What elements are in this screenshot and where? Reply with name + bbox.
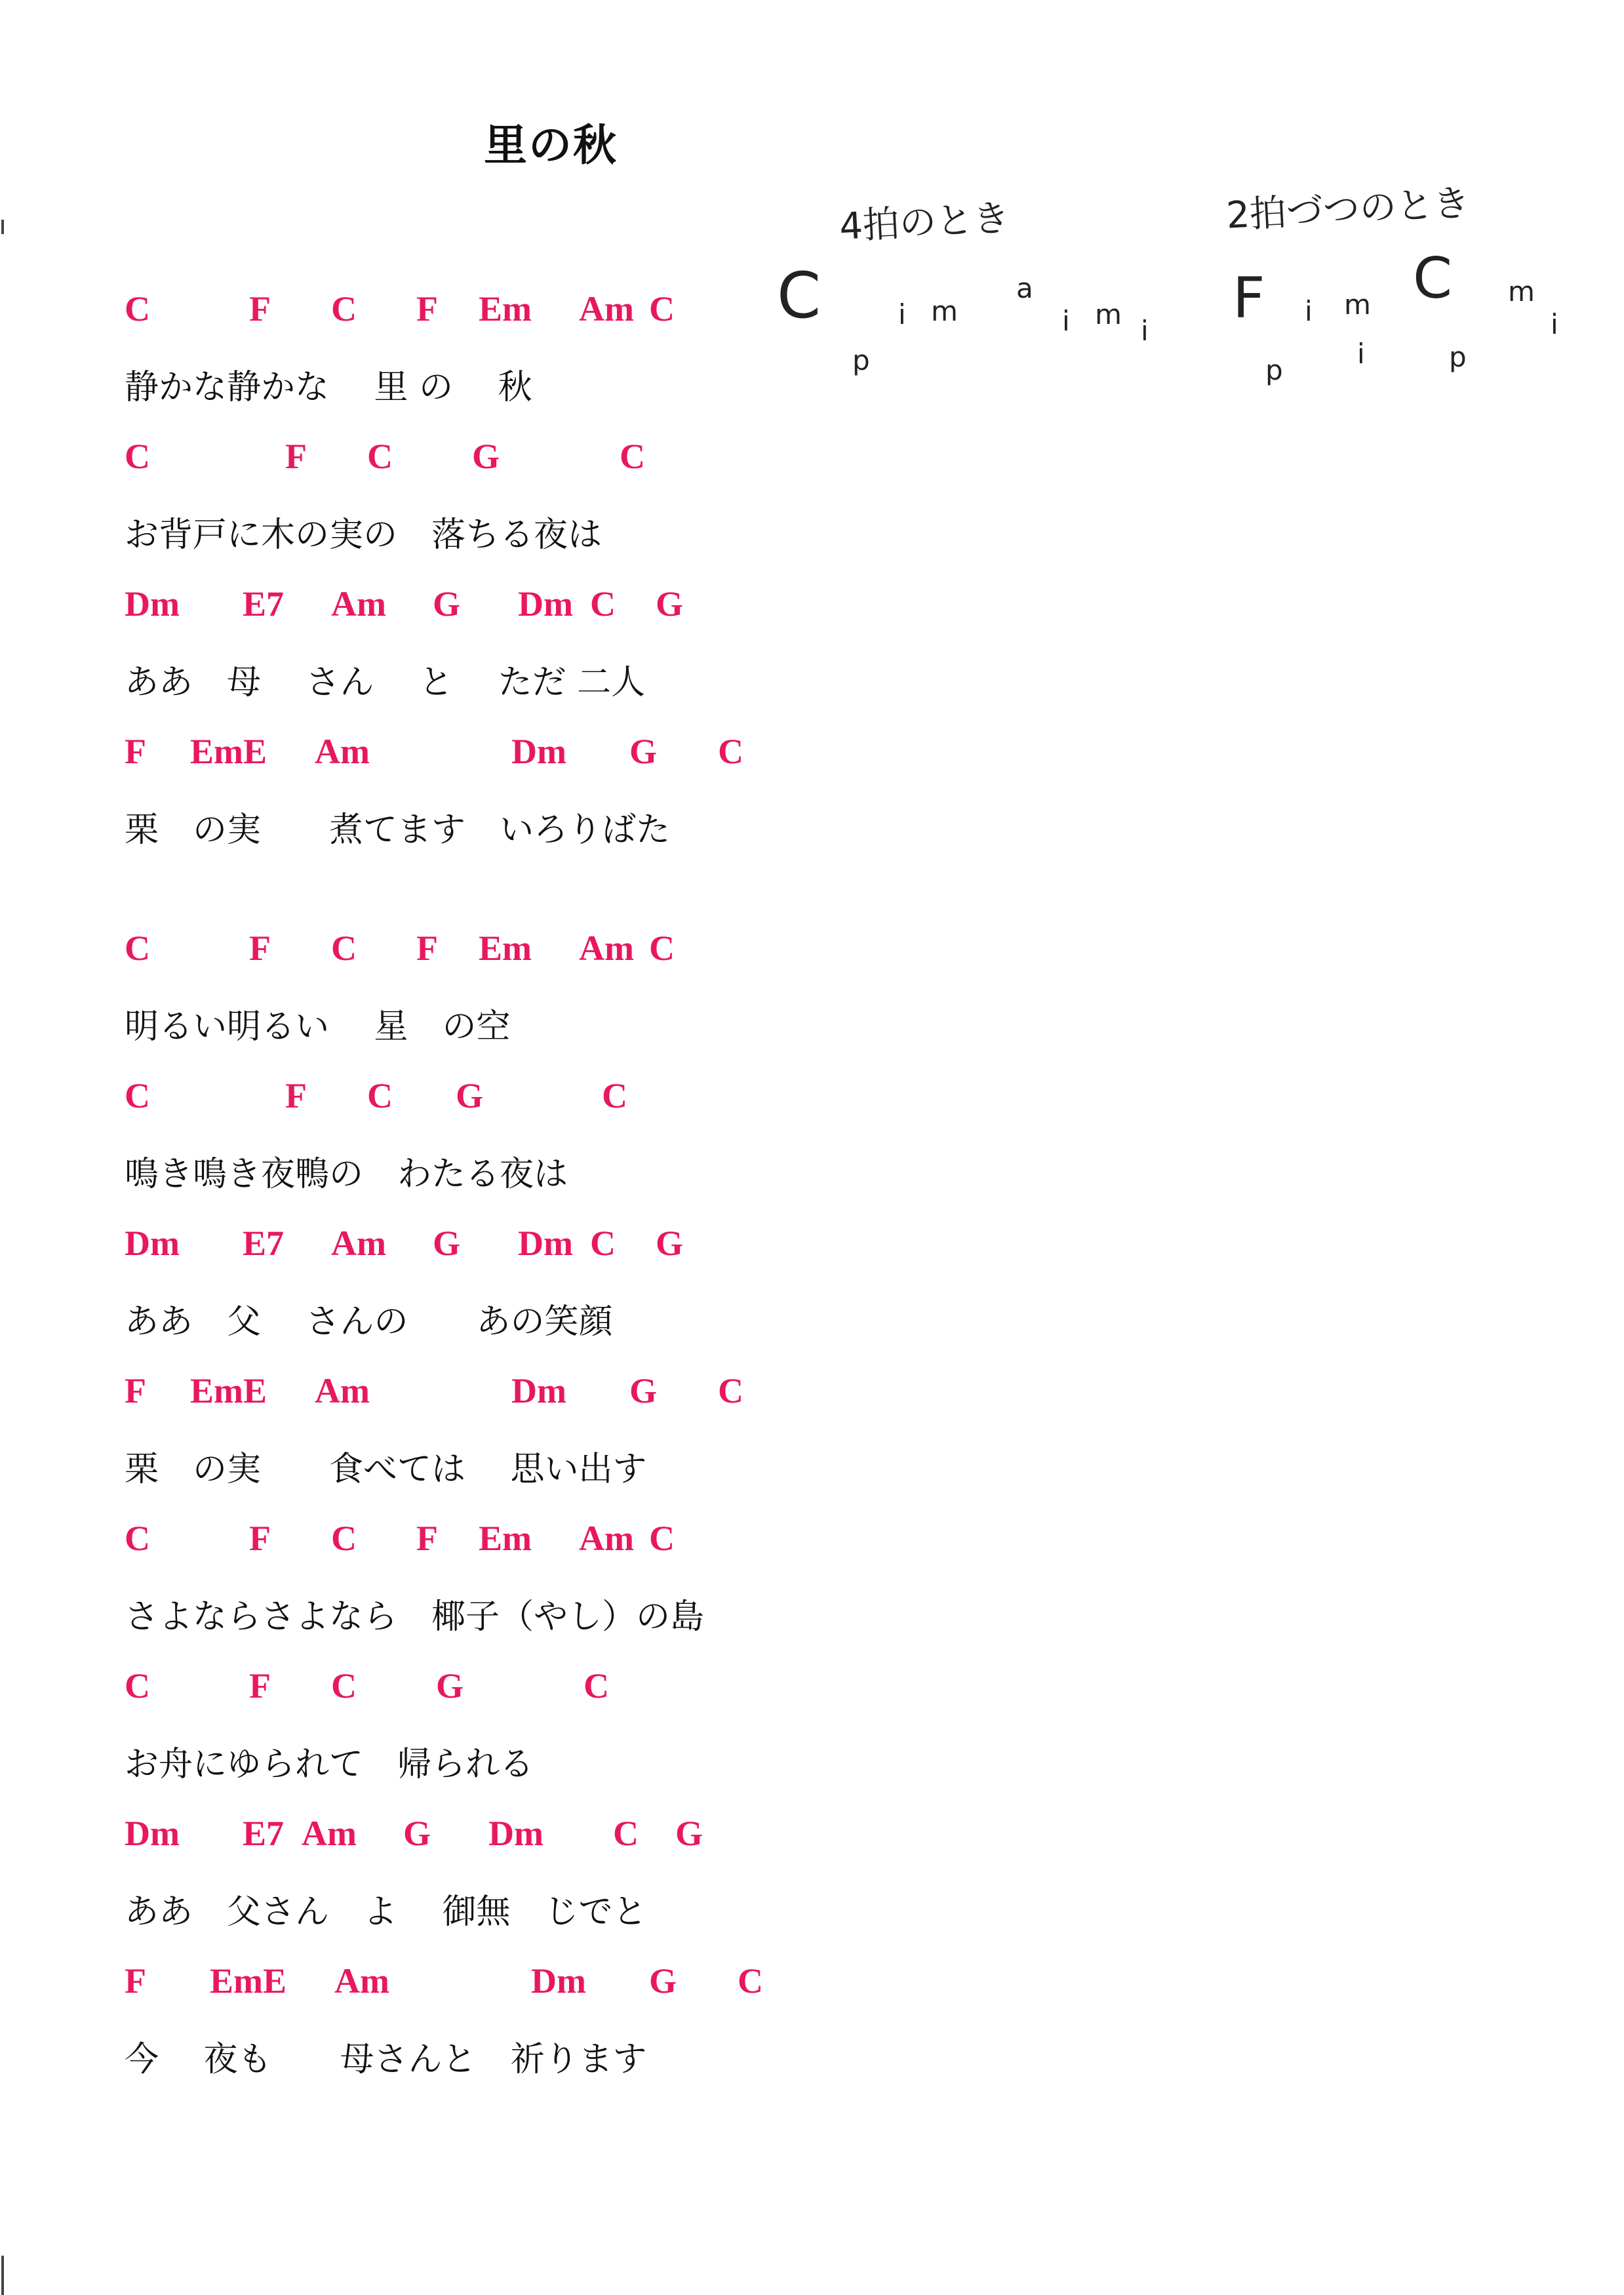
chord: Am [315, 1371, 370, 1410]
chord: C [620, 437, 645, 476]
chord: G [433, 584, 461, 624]
stanza [125, 928, 879, 2108]
chord-line [125, 1223, 879, 1269]
chord-lyric-pair [125, 928, 879, 1075]
chord: C [584, 1666, 609, 1706]
chord: G [436, 1666, 464, 1706]
chord: F [416, 289, 438, 329]
chord-lyric-pair [125, 1075, 879, 1223]
chord-line [125, 1813, 879, 1859]
pattern-chord: F [1233, 266, 1265, 331]
chord-line [125, 928, 879, 974]
lyric-line: 静かな静かな 里 の 秋 [125, 368, 532, 407]
chord: F [125, 732, 146, 771]
pattern-finger: m [1344, 289, 1371, 321]
chord: C [125, 289, 150, 329]
pattern-finger: i [1141, 315, 1149, 347]
chord: Am [334, 1961, 389, 2001]
chord-lyric-pair [125, 1813, 879, 1961]
scan-edge-mark [1, 2256, 4, 2295]
chord: C [649, 1519, 675, 1558]
chord: C [718, 732, 743, 771]
chord: G [675, 1814, 703, 1853]
chord: G [629, 1371, 658, 1410]
lyric-line: さよならさよなら 椰子（やし）の島 [125, 1597, 705, 1637]
chord: C [125, 928, 150, 968]
chord: Am [331, 584, 386, 624]
chord: F [416, 1519, 438, 1558]
lyric-line: 栗 の実 食べては 思い出す [125, 1450, 647, 1489]
chord: F [249, 1519, 271, 1558]
pattern-finger: i [1551, 308, 1558, 340]
chord-lyric-pair [125, 1370, 879, 1518]
chord: C [367, 1076, 393, 1115]
chord: C [125, 437, 150, 476]
lyric-line: 栗 の実 煮てます いろりばた [125, 810, 671, 850]
chord: Dm [511, 1371, 566, 1410]
pattern-finger: m [1508, 275, 1535, 308]
chord: Dm [531, 1961, 586, 2001]
chord: F [249, 928, 271, 968]
chord: Em [479, 928, 532, 968]
chord-lyric-pair [125, 1666, 879, 1813]
chord-lyric-pair [125, 289, 879, 436]
chord: Am [331, 1224, 386, 1263]
pattern-finger: m [931, 295, 958, 327]
two-beat-label: 2拍づつのとき [1225, 182, 1471, 237]
pattern-finger: m [1095, 298, 1122, 330]
chord: C [125, 1519, 150, 1558]
chord: C [602, 1076, 627, 1115]
chord: Dm [488, 1814, 544, 1853]
chord: Am [315, 732, 370, 771]
chord: Am [579, 289, 634, 329]
lyric-line: お舟にゆられて 帰られる [125, 1745, 534, 1784]
song-title: 里の秋 [484, 119, 618, 170]
chord: C [613, 1814, 639, 1853]
pattern-finger: i [1062, 305, 1070, 337]
chord: C [649, 928, 675, 968]
chord: G [649, 1961, 677, 2001]
chord: Am [579, 928, 634, 968]
chord: F [416, 928, 438, 968]
pattern-finger: a [1016, 272, 1033, 304]
lyric-line: 明るい明るい 星 の空 [125, 1007, 511, 1047]
chord: Dm [125, 584, 180, 624]
chord: C [331, 289, 357, 329]
chord: E7 [243, 1814, 285, 1853]
chord: F [285, 437, 307, 476]
chord: E7 [243, 584, 285, 624]
pattern-finger: p [852, 344, 870, 376]
pattern-chord: C [777, 259, 822, 332]
chord: G [472, 437, 500, 476]
chord: G [656, 1224, 684, 1263]
chord-line [125, 584, 879, 629]
chord-line [125, 1370, 879, 1416]
chord: EmE [190, 1371, 267, 1410]
chord-lyric-pair [125, 1518, 879, 1666]
chord: C [649, 289, 675, 329]
chord: Am [579, 1519, 634, 1558]
chord: F [249, 1666, 271, 1706]
chord: C [367, 437, 393, 476]
chord: Em [479, 289, 532, 329]
stanza [125, 289, 879, 879]
chord: Dm [511, 732, 566, 771]
chord-line [125, 1666, 879, 1711]
chord: F [125, 1371, 146, 1410]
chord: Dm [125, 1224, 180, 1263]
lyric-line: ああ 母 さん と ただ 二人 [125, 663, 646, 702]
chord-line [125, 436, 879, 482]
chord: Am [302, 1814, 357, 1853]
pattern-finger: p [1449, 341, 1467, 373]
lyric-line: 鳴き鳴き夜鴨の わたる夜は [125, 1155, 568, 1194]
chord: G [656, 584, 684, 624]
chord-lyric-pair [125, 1961, 879, 2108]
pattern-chord: C [1413, 246, 1453, 311]
chord: EmE [190, 732, 267, 771]
chord-line [125, 1075, 879, 1121]
chord: C [331, 928, 357, 968]
lyric-line: ああ 父さん よ 御無 じでと [125, 1892, 647, 1932]
chord: E7 [243, 1224, 285, 1263]
chord: G [403, 1814, 431, 1853]
chord-line [125, 1518, 879, 1564]
scan-edge-mark [1, 220, 4, 234]
chord: EmE [210, 1961, 287, 2001]
chord: Dm [518, 584, 573, 624]
chord-lyric-pair [125, 731, 879, 879]
chord-line [125, 1961, 879, 2006]
pattern-finger: i [1305, 295, 1313, 327]
chord: F [285, 1076, 307, 1115]
chord: C [125, 1666, 150, 1706]
chord: C [718, 1371, 743, 1410]
handwritten-notes [767, 167, 1606, 416]
pattern-finger: i [898, 298, 906, 330]
chord-line [125, 731, 879, 777]
chord: C [738, 1961, 763, 2001]
chord-lyric-pair [125, 1223, 879, 1370]
chord: C [331, 1666, 357, 1706]
four-beat-label: 4拍のとき [838, 197, 1011, 249]
chord: G [433, 1224, 461, 1263]
chord-lyric-pair [125, 584, 879, 731]
pattern-finger: i [1357, 338, 1365, 370]
chord: F [249, 289, 271, 329]
chord: G [629, 732, 658, 771]
lyric-line: ああ 父 さんの あの笑顔 [125, 1302, 613, 1342]
chord: F [125, 1961, 146, 2001]
chord: C [331, 1519, 357, 1558]
lyric-line: 今 夜も 母さんと 祈ります [125, 2040, 647, 2079]
chord: Dm [518, 1224, 573, 1263]
chord: Dm [125, 1814, 180, 1853]
chord-lyric-pair [125, 436, 879, 584]
lyric-line: お背戸に木の実の 落ちる夜は [125, 515, 603, 555]
pattern-finger: p [1265, 354, 1283, 386]
chord-line [125, 289, 879, 334]
chord: C [125, 1076, 150, 1115]
chord: C [590, 584, 616, 624]
chord: G [456, 1076, 484, 1115]
chord: C [590, 1224, 616, 1263]
chord: Em [479, 1519, 532, 1558]
